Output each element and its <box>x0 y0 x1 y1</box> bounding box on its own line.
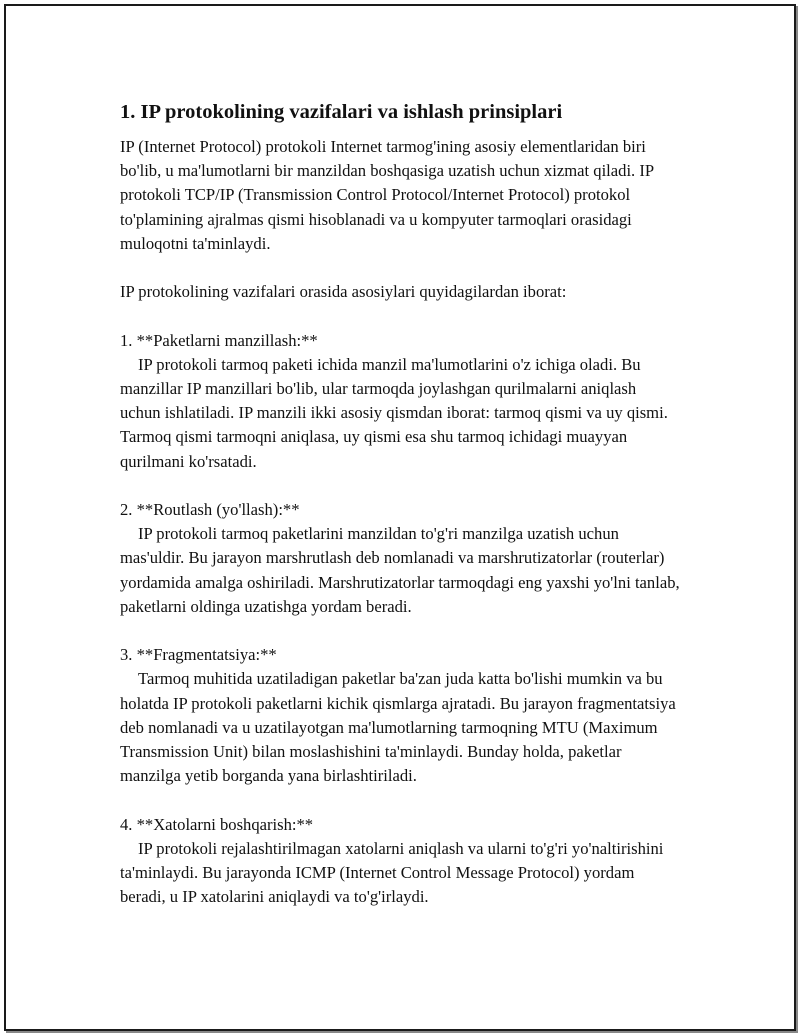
list-item-body: IP protokoli rejalashtirilmagan xatolarni aniqlash va ularni to'g'ri yo'naltirishini ta'minlaydi. Bu jarayonda ICMP (Internet Control Message Protocol) yordam beradi, u IP xatolarini aniqlaydi va to'g'irlaydi. <box>120 838 664 907</box>
paragraph-spacer <box>120 474 680 498</box>
paragraph-spacer <box>120 304 680 328</box>
list-item-body: IP protokoli tarmoq paketi ichida manzil ma'lumotlarini o'z ichiga oladi. Bu manzillar IP manzillari bo'lib, ular tarmoqda joylashgan qurilmalarni aniqlash uchun ishlatiladi. IP manzili ikki asosiy qismdan iborat: tarmoq qismi va uy qismi. Tarmoq qismi tarmoqni aniqlasa, uy qismi esa shu tarmoq ichidagi muayyan qurilmani ko'rsatadi. <box>120 354 668 471</box>
list-item-body: IP protokoli tarmoq paketlarini manzildan to'g'ri manzilga uzatish uchun mas'uldir. Bu jarayon marshrutlash deb nomlanadi va marshrutizatorlar (routerlar) yordamida amalga oshiriladi. Marshrutizatorlar tarmoqdagi eng yaxshi yo'lni tanlab, paketlarni oldinga uzatishga yordam beradi. <box>120 524 680 616</box>
document-page <box>4 4 796 1031</box>
paragraph-spacer <box>120 788 680 812</box>
list-item-heading: 1. **Paketlarni manzillash:** <box>120 330 318 350</box>
list-item <box>120 329 680 474</box>
list-item-body: Tarmoq muhitida uzatiladigan paketlar ba'zan juda katta bo'lishi mumkin va bu holatda IP protokoli paketlarni kichik qismlarga ajratadi. Bu jarayon fragmentatsiya deb nomlanadi va u uzatilayotgan ma'lumotlarning tarmoqning MTU (Maximum Transmission Unit) bilan moslashishini ta'minlaydi. Bunday holda, paketlar manzilga yetib borganda yana birlashtiriladi. <box>120 669 676 786</box>
intro-paragraph: IP (Internet Protocol) protokoli Internet tarmog'ining asosiy elementlaridan biri bo'lib, u ma'lumotlarni bir manzildan boshqasiga uzatish uchun xizmat qiladi. IP protokoli TCP/IP (Transmission Control Protocol/Internet Protocol) protokol to'plamining ajralmas qismi hisoblanadi va u kompyuter tarmoqlari orasidagi muloqotni ta'minlaydi. <box>120 137 654 253</box>
list-item <box>120 643 680 788</box>
paragraph-spacer <box>120 619 680 643</box>
paragraph-spacer <box>120 256 680 280</box>
document-content <box>120 97 680 909</box>
list-item <box>120 813 680 910</box>
list-item-heading: 3. **Fragmentatsiya:** <box>120 645 277 665</box>
lead-paragraph: IP protokolining vazifalari orasida asosiylari quyidagilardan iborat: <box>120 282 567 302</box>
document-title: 1. IP protokolining vazifalari va ishlash prinsiplari <box>120 101 563 123</box>
list-item-heading: 4. **Xatolarni boshqarish:** <box>120 814 314 834</box>
list-item <box>120 498 680 619</box>
list-item-heading: 2. **Routlash (yo'llash):** <box>120 500 300 519</box>
